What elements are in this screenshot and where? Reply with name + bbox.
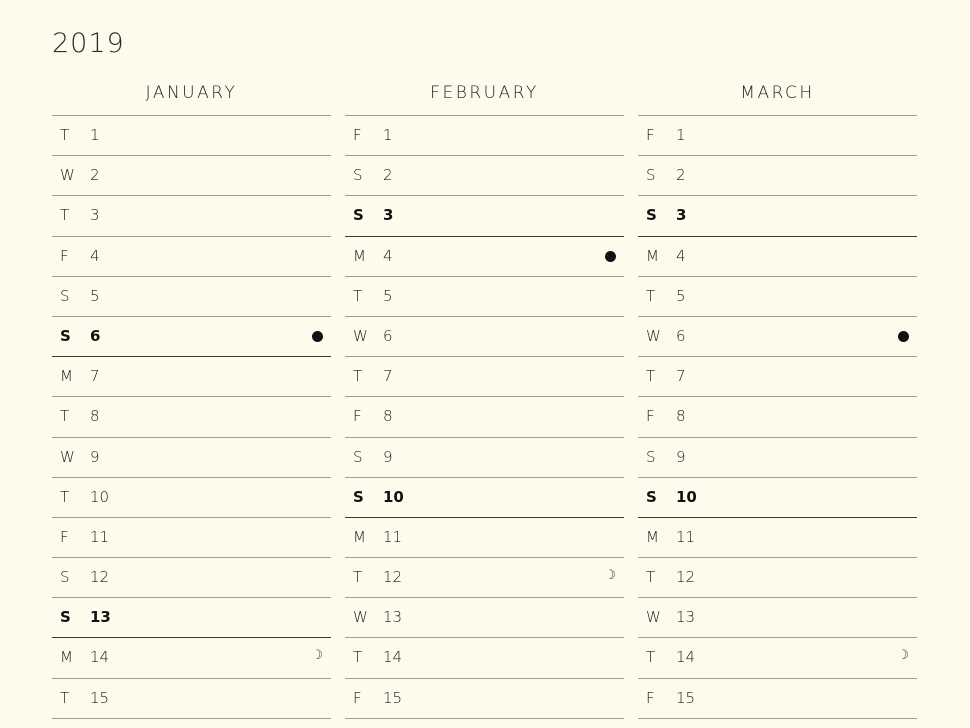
weekday-label: W bbox=[60, 166, 75, 185]
day-row[interactable] bbox=[52, 156, 331, 196]
day-number: 12 bbox=[383, 568, 403, 587]
day-number: 11 bbox=[90, 527, 110, 546]
day-row[interactable] bbox=[638, 156, 917, 196]
first-quarter-moon-icon: ☽ bbox=[311, 648, 323, 664]
month-february bbox=[345, 77, 624, 719]
day-row[interactable] bbox=[345, 558, 624, 598]
day-number: 8 bbox=[676, 407, 686, 426]
day-number: 14 bbox=[90, 648, 110, 667]
weekday-label: T bbox=[60, 487, 70, 506]
weekday-label: T bbox=[60, 407, 70, 426]
day-number: 10 bbox=[676, 487, 697, 506]
day-row[interactable] bbox=[52, 598, 331, 638]
weekday-label: S bbox=[646, 206, 657, 225]
weekday-label: W bbox=[353, 326, 368, 345]
weekday-label: T bbox=[646, 568, 656, 587]
day-row[interactable] bbox=[345, 679, 624, 719]
day-number: 3 bbox=[676, 206, 687, 225]
day-row[interactable] bbox=[638, 438, 917, 478]
day-number: 13 bbox=[383, 608, 403, 627]
day-row[interactable] bbox=[345, 156, 624, 196]
weekday-label: T bbox=[646, 367, 656, 386]
weekday-label: W bbox=[353, 608, 368, 627]
weekday-label: S bbox=[353, 206, 364, 225]
weekday-label: T bbox=[646, 648, 656, 667]
weekday-label: S bbox=[353, 487, 364, 506]
day-number: 6 bbox=[676, 326, 686, 345]
weekday-label: S bbox=[646, 487, 657, 506]
day-number: 7 bbox=[676, 367, 686, 386]
day-row[interactable] bbox=[638, 679, 917, 719]
weekday-label: T bbox=[353, 286, 363, 305]
day-row[interactable] bbox=[52, 679, 331, 719]
weekday-label: T bbox=[353, 367, 363, 386]
day-row[interactable] bbox=[345, 518, 624, 558]
day-row[interactable] bbox=[638, 237, 917, 277]
day-row[interactable] bbox=[638, 397, 917, 437]
day-number: 15 bbox=[383, 688, 403, 707]
weekday-label: S bbox=[60, 568, 70, 587]
day-row[interactable] bbox=[345, 237, 624, 277]
day-row[interactable] bbox=[345, 196, 624, 236]
month-name: JANUARY bbox=[145, 83, 238, 103]
weekday-label: S bbox=[646, 166, 656, 185]
day-row[interactable] bbox=[345, 397, 624, 437]
weekday-label: F bbox=[646, 688, 655, 707]
day-row[interactable] bbox=[638, 317, 917, 357]
month-name: MARCH bbox=[740, 83, 815, 103]
day-number: 8 bbox=[383, 407, 393, 426]
weekday-label: F bbox=[646, 407, 655, 426]
day-row[interactable] bbox=[52, 558, 331, 598]
day-row[interactable] bbox=[345, 598, 624, 638]
day-row[interactable] bbox=[638, 518, 917, 558]
weekday-label: M bbox=[60, 648, 73, 667]
weekday-label: F bbox=[353, 407, 362, 426]
day-number: 2 bbox=[383, 166, 393, 185]
day-number: 4 bbox=[383, 246, 393, 265]
day-row[interactable] bbox=[638, 277, 917, 317]
day-number: 1 bbox=[383, 126, 393, 144]
day-number: 14 bbox=[383, 648, 403, 667]
day-row[interactable] bbox=[345, 317, 624, 357]
day-row[interactable] bbox=[52, 638, 331, 678]
day-row[interactable] bbox=[52, 357, 331, 397]
day-number: 5 bbox=[90, 286, 100, 305]
day-number: 3 bbox=[90, 206, 100, 225]
day-row[interactable] bbox=[52, 518, 331, 558]
day-number: 7 bbox=[383, 367, 393, 386]
month-name: FEBRUARY bbox=[430, 83, 539, 103]
day-row[interactable] bbox=[52, 478, 331, 518]
weekday-label: W bbox=[646, 608, 661, 627]
day-number: 9 bbox=[90, 447, 100, 466]
day-row[interactable] bbox=[345, 438, 624, 478]
weekday-label: F bbox=[353, 688, 362, 707]
month-march bbox=[638, 77, 917, 719]
day-row[interactable] bbox=[52, 317, 331, 357]
day-number: 12 bbox=[90, 568, 110, 587]
day-number: 15 bbox=[90, 688, 110, 707]
day-number: 3 bbox=[383, 206, 394, 225]
day-row[interactable] bbox=[345, 478, 624, 518]
day-number: 2 bbox=[676, 166, 686, 185]
day-row[interactable] bbox=[638, 357, 917, 397]
day-number: 11 bbox=[383, 527, 403, 546]
weekday-label: S bbox=[60, 286, 70, 305]
new-moon-icon bbox=[312, 331, 323, 342]
weekday-label: F bbox=[60, 527, 69, 546]
new-moon-icon bbox=[898, 331, 909, 342]
day-number: 9 bbox=[383, 447, 393, 466]
weekday-label: M bbox=[353, 527, 366, 546]
day-number: 1 bbox=[90, 126, 100, 144]
weekday-label: F bbox=[353, 126, 362, 144]
day-number: 15 bbox=[676, 688, 696, 707]
day-number: 13 bbox=[676, 608, 696, 627]
day-row[interactable] bbox=[638, 558, 917, 598]
day-row[interactable] bbox=[638, 598, 917, 638]
day-row[interactable] bbox=[345, 277, 624, 317]
day-row[interactable] bbox=[638, 196, 917, 236]
weekday-label: M bbox=[353, 246, 366, 265]
day-number: 7 bbox=[90, 367, 100, 386]
weekday-label: S bbox=[353, 166, 363, 185]
weekday-label: S bbox=[60, 326, 71, 345]
weekday-label: F bbox=[646, 126, 655, 144]
weekday-label: M bbox=[60, 367, 73, 386]
day-list bbox=[52, 115, 331, 719]
day-number: 6 bbox=[90, 326, 101, 345]
weekday-label: M bbox=[646, 246, 659, 265]
day-number: 5 bbox=[383, 286, 393, 305]
weekday-label: T bbox=[353, 568, 363, 587]
weekday-label: T bbox=[60, 688, 70, 707]
weekday-label: T bbox=[60, 126, 70, 144]
day-number: 4 bbox=[90, 246, 100, 265]
weekday-label: T bbox=[353, 648, 363, 667]
day-number: 11 bbox=[676, 527, 696, 546]
day-row[interactable] bbox=[345, 357, 624, 397]
weekday-label: W bbox=[646, 326, 661, 345]
weekday-label: S bbox=[60, 608, 71, 627]
day-number: 4 bbox=[676, 246, 686, 265]
weekday-label: M bbox=[646, 527, 659, 546]
day-row[interactable] bbox=[638, 638, 917, 678]
day-row[interactable] bbox=[52, 438, 331, 478]
day-row[interactable] bbox=[345, 116, 624, 156]
day-list bbox=[345, 115, 624, 719]
year-title: 2019 bbox=[52, 28, 125, 59]
day-row[interactable] bbox=[345, 638, 624, 678]
day-row[interactable] bbox=[52, 196, 331, 236]
day-number: 5 bbox=[676, 286, 686, 305]
weekday-label: T bbox=[646, 286, 656, 305]
day-row[interactable] bbox=[52, 277, 331, 317]
month-january bbox=[52, 77, 331, 719]
day-number: 9 bbox=[676, 447, 686, 466]
weekday-label: S bbox=[353, 447, 363, 466]
weekday-label: W bbox=[60, 447, 75, 466]
day-number: 1 bbox=[676, 126, 686, 144]
day-row[interactable] bbox=[52, 397, 331, 437]
day-row[interactable] bbox=[638, 478, 917, 518]
day-number: 14 bbox=[676, 648, 696, 667]
day-list bbox=[638, 115, 917, 719]
day-number: 10 bbox=[90, 487, 110, 506]
day-row[interactable] bbox=[52, 116, 331, 156]
day-number: 2 bbox=[90, 166, 100, 185]
weekday-label: S bbox=[646, 447, 656, 466]
day-number: 13 bbox=[90, 608, 111, 627]
first-quarter-moon-icon: ☽ bbox=[604, 568, 616, 584]
day-row[interactable] bbox=[638, 116, 917, 156]
first-quarter-moon-icon: ☽ bbox=[897, 648, 909, 664]
new-moon-icon bbox=[605, 251, 616, 262]
weekday-label: F bbox=[60, 246, 69, 265]
weekday-label: T bbox=[60, 206, 70, 225]
day-row[interactable] bbox=[52, 237, 331, 277]
day-number: 6 bbox=[383, 326, 393, 345]
day-number: 8 bbox=[90, 407, 100, 426]
day-number: 12 bbox=[676, 568, 696, 587]
day-number: 10 bbox=[383, 487, 404, 506]
